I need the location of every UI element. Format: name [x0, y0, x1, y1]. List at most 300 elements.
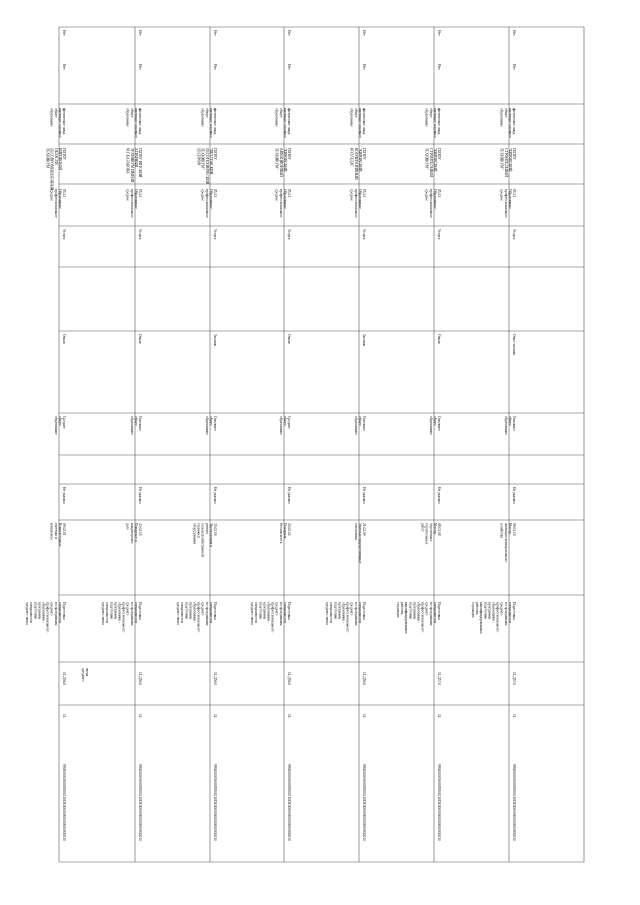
cell-code: [287, 764, 291, 841]
cell-line: имеющие основное: [282, 108, 287, 138]
cell-line: ТЕХНИКУМ": [424, 148, 429, 170]
cell-line: среднего: [499, 602, 504, 616]
cell-line: образование: [204, 416, 209, 435]
cell-category: [138, 487, 142, 504]
cell-line: 85.21: [138, 189, 142, 198]
cell-line: Нет: [287, 64, 291, 70]
cell-line: имеющие основное: [133, 108, 138, 138]
cell-line: среднего звена: [101, 602, 106, 625]
cell-line: по программам: [204, 602, 209, 626]
cell-line: ЛЕСОПРОМЫШЛЕННЫЙ: [49, 148, 54, 191]
cell-line: среднее: [424, 189, 429, 201]
cell-line: Подготовка: [138, 602, 142, 620]
header-fragment-2: звена: [85, 668, 89, 677]
cell-line: Пожарная: [282, 523, 287, 539]
cell-code: [437, 764, 441, 841]
cell-line: Услуга: [62, 229, 66, 240]
cell-line: ЛЕСПРОМ: [196, 148, 201, 166]
cell-line: ТЕХНИКУМ": [200, 148, 205, 170]
cell-line: 35.02.16: [213, 523, 217, 536]
cell-paid: [138, 64, 142, 70]
cell-line: СТРОИТЕЛЬНЫЙ: [503, 148, 508, 177]
cell-form: [437, 334, 441, 344]
cell-line: Не указано: [437, 487, 441, 504]
cell-line: ГБПОУ: [362, 148, 366, 160]
cell-line: 08.01.10: [512, 523, 516, 536]
cell-line: Образование: [357, 189, 362, 209]
cell-line: подготовки: [258, 602, 263, 620]
cell-line: Не указано: [138, 487, 142, 504]
cell-line: квалифицированных: [479, 602, 484, 634]
cell-line: Подготовка: [437, 602, 441, 620]
cell-line: Не указано: [287, 487, 291, 504]
cell-line: подготовки: [408, 602, 413, 620]
cell-line: профессиональное: [503, 189, 508, 218]
cell-index: [362, 714, 366, 718]
cell-line: "КИРОВСКИЙ: [357, 148, 362, 172]
cell-line: 43.02.15: [138, 523, 142, 536]
cell-kind: [362, 672, 366, 685]
cell-line: Подготовка: [62, 602, 66, 620]
cell-line: Нет: [287, 30, 291, 36]
cell-line: имеющие основное: [357, 108, 362, 138]
cell-type: [138, 229, 142, 240]
cell-type: [437, 229, 441, 240]
cell-line: подготовки: [483, 602, 488, 620]
header-fragment-1: среднего: [81, 668, 85, 682]
cell-line: по программам: [353, 602, 358, 626]
cell-line: отношения: [353, 523, 358, 540]
cell-line: общее: [208, 416, 213, 426]
cell-free: [437, 30, 441, 36]
cell-line: 11.Д57.0: [512, 672, 516, 686]
cell-line: образования -: [192, 602, 197, 624]
cell-line: образования -: [491, 602, 496, 624]
cell-line: специалистов: [432, 602, 437, 623]
cell-line: имеющие основное: [507, 108, 512, 138]
cell-line: 98000000360005800310DE00000000000000000010: [213, 764, 217, 841]
cell-line: Нет: [362, 30, 366, 36]
cell-line: Не указано: [213, 487, 217, 504]
cell-line: 85.21: [437, 189, 441, 198]
cell-line: Среднее: [62, 416, 66, 429]
cell-line: специалистов: [254, 602, 259, 623]
cell-line: КООПЕРАТИВНЫЙ: [353, 148, 358, 180]
cell-line: ремонт: [204, 523, 209, 534]
cell-line: специалистов: [105, 602, 110, 623]
cell-free: [512, 30, 516, 36]
cell-line: профессионального: [345, 602, 350, 633]
cell-line: среднее: [200, 189, 205, 201]
cell-line: образование: [125, 108, 130, 127]
cell-line: среднего звена: [325, 602, 330, 625]
cell-kind: [437, 672, 441, 685]
cell-line: Образование: [57, 189, 62, 209]
cell-line: АГРАРНЫЙ: [133, 148, 138, 168]
cell-line: профессионального: [121, 602, 126, 633]
cell-line: специалистов: [282, 602, 287, 623]
cell-line: программы: [337, 602, 342, 620]
cell-line: 85.21: [287, 189, 291, 198]
cell-type: [62, 229, 66, 240]
cell-line: 11.: [287, 714, 291, 719]
cell-line: 11.Д57.0: [437, 672, 441, 686]
cell-line: образование: [49, 108, 54, 127]
cell-category: [213, 487, 217, 504]
cell-line: образования -: [416, 602, 421, 624]
cell-line: ГБПОУ: [62, 148, 66, 160]
cell-kind: [287, 672, 291, 685]
cell-index: [62, 714, 66, 718]
cell-line: Не указано: [62, 487, 66, 504]
cell-paid: [437, 64, 441, 70]
cell-line: кондитерское: [129, 523, 134, 544]
cell-line: Нет: [437, 30, 441, 36]
cell-line: специалистов: [180, 602, 185, 623]
cell-line: ТЕХНИКУМ": [274, 148, 279, 170]
cell-code: [62, 764, 66, 841]
cell-line: по программам: [503, 602, 508, 626]
cell-line: Основное: [512, 416, 516, 431]
cell-line: 98000000360005800310DE00000000000000000010: [287, 764, 291, 841]
cell-line: Эксплуатация и: [208, 523, 213, 548]
cell-line: Услуга: [437, 229, 441, 240]
cell-form: [213, 334, 217, 346]
cell-line: Услуга: [213, 229, 217, 240]
cell-line: общее: [428, 108, 433, 118]
cell-line: 98000000360005800310DE00000000000000000010: [362, 764, 366, 841]
cell-line: Основное: [437, 416, 441, 431]
cell-line: Поварское и: [133, 523, 138, 542]
cell-form: [62, 334, 66, 344]
cell-line: подготовки: [33, 602, 38, 620]
cell-free: [138, 30, 142, 36]
cell-line: дело: [125, 523, 130, 531]
cell-line: среднего: [125, 602, 130, 616]
cell-line: профессионального: [270, 602, 275, 633]
cell-line: 08.01.08: [437, 523, 441, 536]
cell-line: физические лица,: [287, 108, 291, 135]
cell-line: Основное: [213, 416, 217, 431]
cell-line: Образование: [432, 189, 437, 209]
cell-line: 98000000360005800310DE00000000000000000010: [62, 764, 66, 841]
cell-category: [512, 487, 516, 504]
cell-line: Нет: [512, 30, 516, 36]
cell-line: среднее: [125, 189, 130, 201]
cell-line: Услуга: [362, 229, 366, 240]
cell-line: Заочная: [362, 334, 366, 347]
cell-line: техники и: [196, 523, 201, 539]
cell-line: среднего звена: [250, 602, 255, 625]
cell-code: [362, 764, 366, 841]
cell-line: 11.: [138, 714, 142, 719]
cell-line: образование: [353, 416, 358, 435]
cell-line: специалистов: [57, 602, 62, 623]
cell-line: 11.: [362, 714, 366, 719]
cell-line: общее: [357, 416, 362, 426]
cell-line: профессиональное: [353, 189, 358, 218]
cell-line: Образование: [507, 189, 512, 209]
cell-line: среднее: [49, 189, 54, 201]
cell-line: Компьютерные: [57, 523, 62, 547]
cell-line: общее: [503, 108, 508, 118]
cell-line: ТЕХНИКУМ": [499, 148, 504, 170]
cell-line: квалифицированных: [404, 602, 409, 634]
cell-line: Подготовка: [362, 602, 366, 620]
cell-line: по программам: [428, 602, 433, 626]
cell-line: общее: [204, 108, 209, 118]
cell-line: образование: [53, 416, 58, 435]
cell-line: жилищно-коммунального: [503, 523, 508, 563]
cell-line: Мастер: [507, 523, 512, 535]
cell-paid: [213, 64, 217, 70]
cell-line: Услуга: [287, 229, 291, 240]
cell-line: профессионального: [45, 602, 50, 633]
cell-line: программы: [188, 602, 193, 620]
cell-line: 21.02.05: [362, 523, 366, 536]
cell-line: ГБПОУ: [213, 148, 217, 160]
cell-line: общее: [53, 108, 58, 118]
cell-line: Не указано: [512, 487, 516, 504]
cell-line: Очная: [138, 334, 142, 344]
cell-line: комплексы: [49, 523, 54, 540]
cell-line: ГБПОУ ВЯТСКИЙ: [138, 148, 142, 178]
cell-line: среднего звена: [25, 602, 30, 625]
cell-free: [213, 30, 217, 36]
cell-index: [287, 714, 291, 718]
cell-free: [62, 30, 66, 36]
cell-line: ТЕХНИКУМ ИМЕНИ: [129, 148, 134, 183]
cell-line: имеющие основное: [432, 108, 437, 138]
cell-line: 11.Д56.0: [213, 672, 217, 686]
cell-line: общее: [133, 416, 138, 426]
cell-line: общее: [57, 416, 62, 426]
cell-line: Основное: [362, 416, 366, 431]
cell-form: [138, 334, 142, 344]
cell-code: [512, 764, 516, 841]
cell-line: среднее: [274, 189, 279, 201]
cell-line: профессиональное: [129, 189, 134, 218]
cell-line: 20.02.04: [287, 523, 291, 536]
cell-line: программы: [37, 602, 42, 620]
cell-line: подготовки: [184, 602, 189, 620]
cell-line: общее: [507, 416, 512, 426]
cell-paid: [512, 64, 516, 70]
cell-line: имеющие основное: [208, 108, 213, 138]
cell-line: общее: [278, 108, 283, 118]
cell-line: 98000000360005800310DE00000000000000000010: [138, 764, 142, 841]
cell-line: образование: [274, 108, 279, 127]
cell-line: среднее: [349, 189, 354, 201]
cell-line: 11.Д56.0: [62, 672, 66, 686]
cell-index: [213, 714, 217, 718]
cell-line: среднего: [49, 602, 54, 616]
cell-line: физические лица,: [512, 108, 516, 135]
cell-line: 11.: [437, 714, 441, 719]
cell-index: [138, 714, 142, 718]
cell-line: Подготовка: [512, 602, 516, 620]
cell-line: специалистов: [329, 602, 334, 623]
cell-line: специалистов: [357, 602, 362, 623]
cell-line: Нет: [437, 64, 441, 70]
cell-line: программы: [487, 602, 492, 620]
cell-line: Очная: [287, 334, 291, 344]
cell-line: 11.: [213, 714, 217, 719]
cell-free: [362, 30, 366, 36]
cell-line: образования -: [117, 602, 122, 624]
cell-line: "ВЕТЛУЖСКИЙ: [208, 148, 213, 175]
cell-kind: [138, 672, 142, 685]
cell-form: [512, 334, 516, 355]
cell-line: 11.Д56.0: [138, 672, 142, 686]
cell-line: физические лица,: [138, 108, 142, 135]
cell-line: Земельно-имущественные: [357, 523, 362, 564]
cell-line: образование: [428, 416, 433, 435]
cell-line: Очная: [437, 334, 441, 344]
cell-category: [437, 487, 441, 504]
cell-line: КИРОВСКОЙ: [57, 148, 62, 170]
cell-line: Нет: [62, 30, 66, 36]
cell-line: Нет: [362, 64, 366, 70]
cell-line: образования -: [266, 602, 271, 624]
cell-line: Нет: [62, 64, 66, 70]
cell-category: [287, 487, 291, 504]
cell-line: Нет: [213, 64, 217, 70]
cell-line: среднее: [499, 189, 504, 201]
cell-line: образование: [503, 416, 508, 435]
cell-line: образования -: [341, 602, 346, 624]
cell-index: [512, 714, 516, 718]
cell-line: среднего: [274, 602, 279, 616]
cell-category: [362, 487, 366, 504]
cell-type: [287, 229, 291, 240]
cell-category: [62, 487, 66, 504]
cell-line: М.Г.КАЗАКОВА: [125, 148, 130, 174]
cell-line: программы: [262, 602, 267, 620]
cell-line: работ: [420, 523, 425, 532]
cell-line: профессионального: [420, 602, 425, 633]
cell-line: Заочная: [213, 334, 217, 347]
cell-line: 11.: [512, 714, 516, 719]
cell-line: физические лица,: [437, 108, 441, 135]
cell-paid: [362, 64, 366, 70]
cell-line: Не указано: [362, 487, 366, 504]
cell-line: ТЕХНИКУМ: [45, 148, 50, 169]
cell-line: образования -: [41, 602, 46, 624]
cell-kind: [62, 672, 66, 685]
cell-line: КОЛЛЕДЖ": [349, 148, 354, 167]
cell-line: среднего: [200, 602, 205, 616]
cell-line: профессиональное: [53, 189, 58, 218]
cell-line: Очная: [62, 334, 66, 344]
cell-line: 11.Д56.0: [287, 672, 291, 686]
cell-line: общее: [353, 108, 358, 118]
cell-form: [287, 334, 291, 344]
cell-line: служащих: [471, 602, 475, 618]
cell-line: системы и: [53, 523, 58, 539]
cell-line: строительных: [424, 523, 429, 545]
cell-line: Среднее: [287, 416, 291, 429]
cell-line: Образование: [133, 189, 138, 209]
cell-line: отделочных: [428, 523, 433, 542]
cell-line: АВИАЦИОННЫЙ: [278, 148, 283, 177]
cell-line: образование: [278, 416, 283, 435]
cell-line: профессионального: [495, 602, 500, 633]
cell-line: Нет: [213, 30, 217, 36]
cell-index: [437, 714, 441, 718]
cell-line: профессиональное: [278, 189, 283, 218]
cell-form: [362, 334, 366, 346]
cell-line: общее: [432, 416, 437, 426]
cell-paid: [287, 64, 291, 70]
cell-line: специалистов: [29, 602, 34, 623]
cell-line: образование: [424, 108, 429, 127]
cell-line: 09.02.01: [62, 523, 66, 536]
cell-line: "КИРОВСКИЙ: [432, 148, 437, 172]
cell-line: по программам: [53, 602, 58, 626]
cell-line: Очно-заочная: [512, 334, 516, 356]
cell-line: образование: [129, 416, 134, 435]
cell-line: Нет: [138, 30, 142, 36]
cell-kind: [213, 672, 217, 685]
cell-line: ГБПОУ: [512, 148, 516, 160]
cell-line: физические лица,: [362, 108, 366, 135]
cell-line: ЛЕСОТЕХНИЧЕСКИЙ: [204, 148, 209, 185]
cell-line: 85.21: [213, 189, 217, 198]
cell-line: безопасность: [278, 523, 283, 544]
cell-line: "КИРОВСКИЙ: [282, 148, 287, 172]
cell-line: Образование: [208, 189, 213, 209]
cell-code: [138, 764, 142, 841]
cell-line: Мастер: [432, 523, 437, 535]
cell-line: Нет: [138, 64, 142, 70]
cell-line: хозяйства: [499, 523, 504, 538]
cell-line: общее: [129, 108, 134, 118]
cell-line: оборудования: [192, 523, 197, 545]
cell-line: специалистов: [507, 602, 512, 623]
cell-line: рабочих,: [475, 602, 480, 616]
cell-line: Образование: [282, 189, 287, 209]
cell-line: физические лица,: [62, 108, 66, 135]
cell-line: образование: [200, 108, 205, 127]
cell-line: профессиональное: [428, 189, 433, 218]
cell-line: ОБЛАСТИ: [53, 148, 58, 165]
cell-line: специалистов: [133, 602, 138, 623]
cell-line: сельскохозяйственной: [200, 523, 205, 557]
cell-line: 98000000360005800310DE00000000000000000010: [437, 764, 441, 841]
cell-line: подготовки: [109, 602, 114, 620]
cell-type: [512, 229, 516, 240]
cell-line: служащих: [396, 602, 400, 618]
cell-line: по программам: [278, 602, 283, 626]
cell-paid: [62, 64, 66, 70]
cell-line: программы: [113, 602, 118, 620]
cell-line: Услуга: [138, 229, 142, 240]
cell-line: программы: [412, 602, 417, 620]
cell-line: ГБПОУ: [287, 148, 291, 160]
cell-line: подготовки: [333, 602, 338, 620]
cell-line: СТРОИТЕЛЬНЫЙ: [428, 148, 433, 177]
cell-line: 85.21: [362, 189, 366, 198]
cell-line: среднего: [424, 602, 429, 616]
cell-line: среднего звена: [176, 602, 181, 625]
cell-line: специалистов: [208, 602, 213, 623]
cell-line: физические лица,: [213, 108, 217, 135]
cell-line: Услуга: [512, 229, 516, 240]
cell-line: профессионального: [196, 602, 201, 633]
cell-line: образование: [349, 108, 354, 127]
cell-line: общее: [282, 416, 287, 426]
